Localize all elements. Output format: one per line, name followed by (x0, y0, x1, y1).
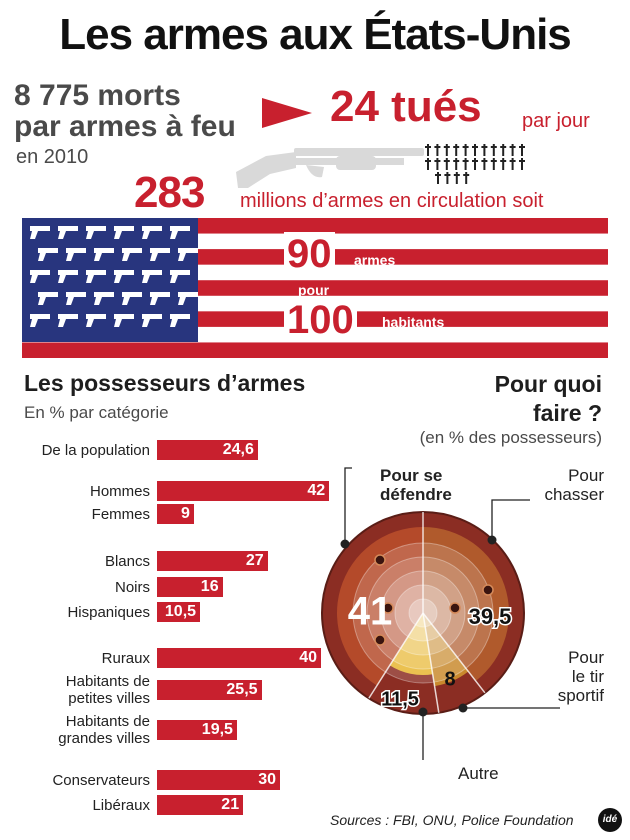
bar-label: Hispaniques (67, 603, 150, 621)
bar-value-label: 16 (200, 578, 219, 595)
ratio-people-value: 100 (284, 298, 357, 342)
bar-label: Habitants de grandes villes (58, 713, 150, 747)
ratio-for-label: pour (298, 282, 330, 298)
owners-subtitle: En % par catégorie (24, 403, 169, 422)
label-sport-line1: Pour (568, 648, 604, 667)
bar-label: Noirs (114, 578, 150, 596)
guns-count: 283 (134, 168, 205, 217)
bullet-hole (483, 585, 493, 595)
bar-value-label: 40 (299, 649, 317, 666)
label-defense-line1: Pour se (380, 466, 443, 485)
bar-value-label: 24,6 (222, 441, 254, 458)
page-title: Les armes aux États-Unis (59, 10, 571, 59)
bar-value-label: 10,5 (164, 603, 197, 620)
bar-value-label: 42 (307, 482, 326, 499)
ratio-guns-label: armes (354, 252, 396, 268)
guns-label: millions d’armes en circulation soit (240, 190, 544, 212)
ratio-guns-value: 90 (284, 232, 335, 276)
bullet-hole (375, 555, 385, 565)
bar-label: Blancs (104, 552, 150, 570)
owners-title: Les possesseurs d’armes (24, 370, 306, 396)
label-other: Autre (458, 764, 499, 783)
deaths-count: 8 775 morts (14, 79, 181, 112)
leader-hunt-dot (488, 536, 497, 545)
pie-value-label: 8 (444, 668, 456, 691)
ratio-people-label: habitants (382, 314, 445, 330)
publisher-logo: idé (598, 808, 622, 832)
label-hunt (544, 466, 604, 504)
bar-label: Ruraux (101, 649, 150, 667)
bar-label: Libéraux (92, 796, 150, 814)
bar-label: Conservateurs (52, 771, 150, 789)
leader-defense-dot (341, 540, 350, 549)
leader-sport-dot (459, 704, 468, 713)
purpose-title-line2: faire ? (532, 400, 602, 426)
pie-value-label: 39,5 (468, 603, 512, 629)
leader-defense (345, 468, 352, 544)
bar-label: Femmes (91, 505, 150, 523)
bar-label: Habitants de petites villes (65, 673, 150, 707)
bar-value-label: 9 (180, 505, 190, 522)
label-defense-line2: défendre (380, 485, 452, 504)
label-hunt-line1: Pour (568, 466, 604, 485)
bullet-hole (375, 635, 385, 645)
bullet-hole (450, 603, 460, 613)
bar-label: Hommes (89, 482, 150, 500)
killed-per-day-value: 24 tués (330, 82, 482, 131)
bar-value-label: 19,5 (201, 721, 233, 738)
bar-value-label: 21 (221, 796, 240, 813)
label-sport-line2: le tir (571, 667, 604, 686)
label-sport-line3: sportif (557, 686, 604, 705)
leader-hunt (492, 500, 530, 540)
sources: Sources : FBI, ONU, Police Foundation (330, 812, 574, 828)
bar-value-label: 30 (258, 771, 276, 788)
label-sport (558, 648, 604, 705)
leader-other-dot (419, 708, 428, 717)
label-defense (380, 466, 452, 504)
deaths-cause: par armes à feu (14, 110, 236, 143)
pie-value-label: 11,5 (381, 688, 419, 711)
killed-per-day-unit: par jour (522, 110, 590, 132)
bar-label: De la population (41, 441, 150, 459)
purpose-subtitle: (en % des possesseurs) (419, 428, 602, 447)
deaths-year: en 2010 (16, 146, 89, 168)
bar-value-label: 27 (245, 552, 264, 569)
label-hunt-line2: chasser (544, 485, 604, 504)
pie-value-label: 41 (347, 589, 393, 634)
purpose-title-line1: Pour quoi (494, 371, 602, 397)
bar-value-label: 25,5 (226, 681, 258, 698)
